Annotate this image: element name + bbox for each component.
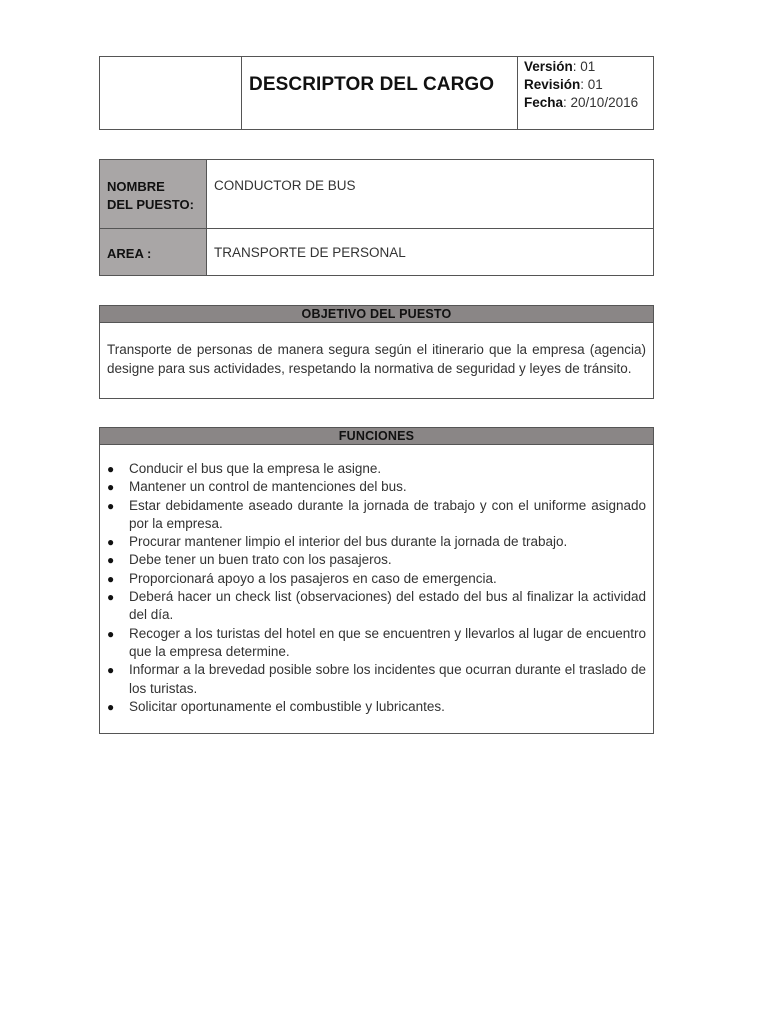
objetivo-section (99, 305, 654, 399)
bullet-dot-icon: ● (107, 663, 115, 678)
revision-value: : 01 (580, 77, 603, 92)
nombre-row (100, 160, 653, 229)
list-item (107, 533, 646, 551)
list-item-text: Debe tener un buen trato con los pasajeros. (129, 552, 392, 568)
list-item-text: Proporcionará apoyo a los pasajeros en caso de emergencia. (129, 570, 497, 586)
bullet-dot-icon: ● (107, 462, 115, 476)
version-label: Versión (524, 59, 573, 74)
list-item-text: Informar a la brevedad posible sobre los incidentes que ocurran durante el traslado de los turistas. (129, 662, 646, 696)
bullet-dot-icon: ● (107, 571, 115, 586)
funciones-section (99, 427, 654, 734)
list-item (107, 661, 646, 698)
funciones-list (100, 445, 653, 716)
logo-placeholder (100, 57, 242, 129)
bullet-dot-icon: ● (107, 699, 115, 714)
bullet-dot-icon: ● (107, 535, 115, 550)
revision-line (524, 76, 647, 94)
funciones-heading: FUNCIONES (100, 428, 653, 445)
list-item (107, 698, 646, 716)
bullet-dot-icon: ● (107, 626, 115, 641)
nombre-label-line2: DEL PUESTO: (107, 197, 194, 212)
list-item-text: Recoger a los turistas del hotel en que se encuentren y llevarlos al lugar de encuentro que la empresa determine. (129, 625, 646, 659)
bullet-dot-icon: ● (107, 480, 115, 495)
list-item-text: Conducir el bus que la empresa le asigne. (129, 461, 382, 476)
area-row (100, 229, 653, 275)
document-metadata (518, 57, 653, 129)
list-item-text: Procurar mantener limpio el interior del bus durante la jornada de trabajo. (129, 534, 568, 550)
list-item-text: Estar debidamente aseado durante la jornada de trabajo y con el uniforme asignado por la empresa. (129, 497, 646, 531)
list-item (107, 551, 646, 569)
nombre-value: CONDUCTOR DE BUS (214, 178, 356, 193)
document-title: DESCRIPTOR DEL CARGO (242, 57, 518, 129)
fecha-line (524, 94, 647, 112)
objetivo-text: Transporte de personas de manera segura según el itinerario que la empresa (agencia) designe para sus actividades, respetando la normativa de seguridad y leyes de tránsito. (107, 342, 646, 376)
bullet-dot-icon: ● (107, 498, 115, 513)
list-item (107, 478, 646, 496)
list-item-text: Deberá hacer un check list (observaciones) del estado del bus al finalizar la actividad del día. (129, 589, 646, 623)
list-item (107, 625, 646, 662)
list-item-text: Mantener un control de mantenciones del bus. (129, 479, 407, 495)
version-value: : 01 (572, 59, 596, 74)
list-item (107, 460, 646, 478)
bullet-dot-icon: ● (107, 553, 115, 568)
list-item (107, 588, 646, 625)
list-item (107, 570, 646, 588)
version-line (524, 58, 647, 76)
list-item-text: Solicitar oportunamente el combustible y lubricantes. (129, 698, 445, 714)
list-item (107, 497, 646, 534)
fecha-label: Fecha (524, 95, 564, 110)
document-header (99, 56, 654, 130)
fecha-value: : 20/10/2016 (563, 95, 639, 110)
bullet-dot-icon: ● (107, 590, 115, 605)
area-label: AREA : (100, 229, 207, 275)
nombre-label-line1: NOMBRE (107, 179, 165, 194)
revision-label: Revisión (524, 77, 581, 92)
nombre-label (100, 160, 207, 228)
position-info-table (99, 159, 654, 276)
objetivo-heading: OBJETIVO DEL PUESTO (100, 306, 653, 323)
area-value: TRANSPORTE DE PERSONAL (214, 245, 406, 260)
